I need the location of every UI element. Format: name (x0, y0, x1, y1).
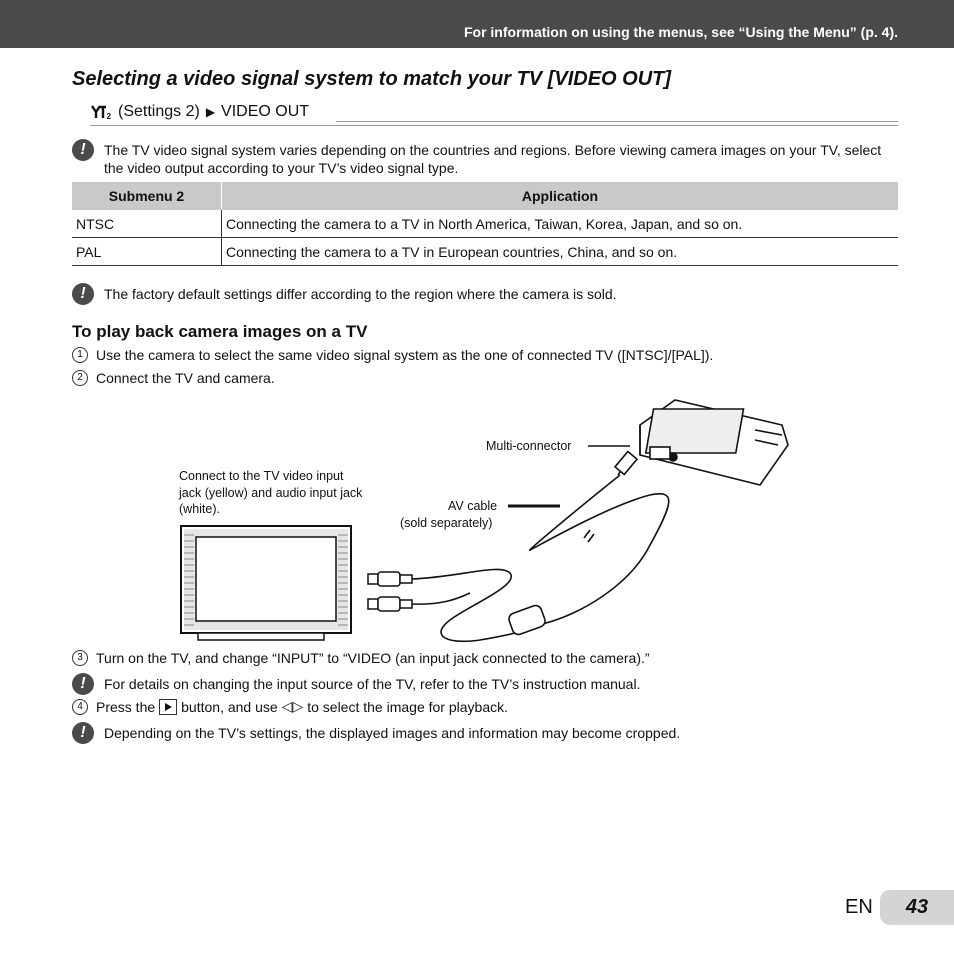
sold-separately-label: (sold separately) (400, 516, 493, 530)
caution-icon: ! (72, 283, 94, 305)
tv-illustration (181, 526, 351, 640)
settings-icon (90, 103, 112, 121)
note-factory (72, 283, 898, 307)
camera-illustration (640, 400, 788, 485)
note-text: The factory default settings differ according to the region where the camera is sold. (104, 286, 617, 302)
step-1 (72, 347, 713, 363)
table-row (72, 210, 898, 238)
table-cell: PAL (72, 238, 222, 266)
caution-icon: ! (72, 139, 94, 161)
menu-path-item: VIDEO OUT (221, 103, 310, 120)
multi-connector-label: Multi-connector (486, 439, 572, 453)
step-number: 1 (72, 347, 88, 363)
divider (336, 121, 898, 122)
caution-icon: ! (72, 673, 94, 695)
menu-path-settings: (Settings 2) (118, 103, 200, 120)
table-cell: NTSC (72, 210, 222, 238)
step-text: Connect the TV and camera. (96, 370, 275, 386)
step-2 (72, 370, 275, 386)
step-number: 3 (72, 650, 88, 666)
left-right-arrows-icon: ◁▷ (281, 698, 304, 714)
menu-info-text: For information on using the menus, see “Using the Menu” (p. 4). (463, 24, 898, 40)
rca-plugs (368, 572, 412, 611)
note-cropped (72, 722, 898, 746)
step-text: Press the (96, 698, 156, 715)
section-title: Selecting a video signal system to match your TV [VIDEO OUT] (72, 68, 672, 90)
caution-icon: ! (72, 722, 94, 744)
note-text: For details on changing the input source of the TV, refer to the TV’s instruction manual. (104, 676, 641, 692)
av-cable-label: AV cable (448, 499, 498, 513)
note-input-source (72, 673, 898, 697)
tv-jack-label: Connect to the TV video input jack (yellow) and audio input jack (white). (179, 469, 363, 516)
settings-number: 2 (106, 112, 111, 121)
table-header: Submenu 2 (72, 182, 222, 210)
step-number: 2 (72, 370, 88, 386)
language-label: EN (845, 896, 873, 918)
step-number: 4 (72, 699, 88, 715)
top-banner (0, 0, 954, 48)
note-text: Depending on the TV’s settings, the displayed images and information may become cropped. (104, 725, 681, 741)
note-text: The TV video signal system varies depending on the countries and regions. Before viewing camera images on your TV, select the video output according to your TV’s video signal type. (104, 142, 882, 176)
menu-path (90, 103, 309, 121)
connection-diagram (170, 395, 810, 645)
divider (90, 125, 898, 126)
playback-heading: To play back camera images on a TV (72, 322, 368, 341)
table-cell: Connecting the camera to a TV in North America, Taiwan, Korea, Japan, and so on. (222, 210, 899, 238)
step-text: to select the image for playback. (307, 698, 508, 715)
table-header: Application (222, 182, 899, 210)
triangle-right-icon: ▶ (205, 105, 216, 119)
step-4 (72, 698, 508, 715)
play-button-icon (159, 699, 177, 715)
note-intro (72, 139, 898, 179)
step-3 (72, 650, 650, 666)
step-text: Turn on the TV, and change “INPUT” to “VIDEO (an input jack connected to the camera).” (96, 650, 650, 666)
submenu-table (72, 182, 898, 266)
av-cable (412, 451, 669, 641)
table-row (72, 238, 898, 266)
step-text: Use the camera to select the same video signal system as the one of connected TV ([NTSC]/[PAL]). (96, 347, 714, 363)
table-cell: Connecting the camera to a TV in European countries, China, and so on. (222, 238, 899, 266)
page-number: 43 (880, 890, 954, 925)
step-text: button, and use (181, 698, 278, 715)
label-leader-lines (508, 446, 630, 506)
